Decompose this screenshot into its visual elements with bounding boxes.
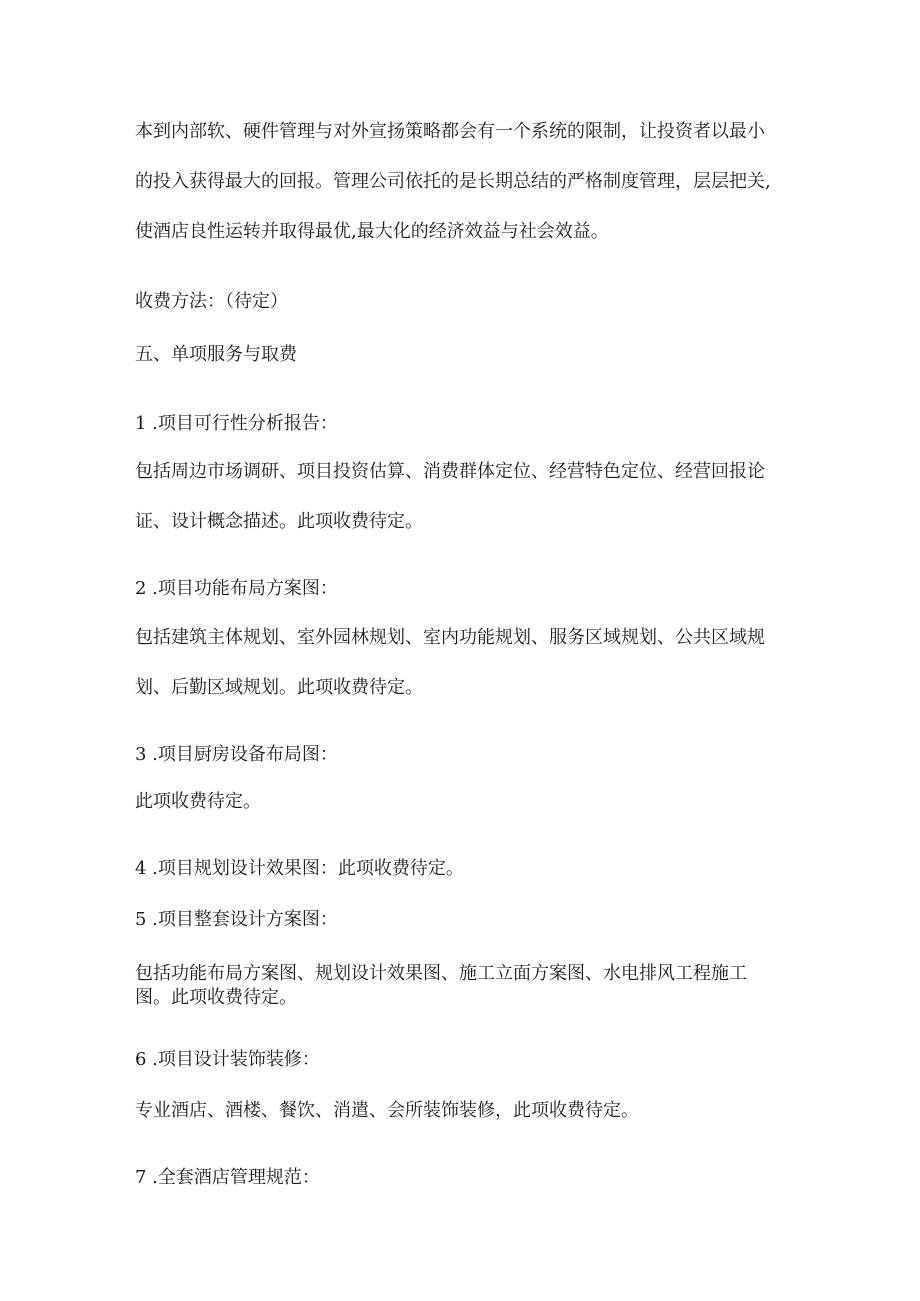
item-heading-7: 7 .全套酒店管理规范： [135, 1167, 320, 1188]
item-heading-2: 2 .项目功能布局方案图： [135, 578, 338, 599]
item-heading-5: 5 .项目整套设计方案图： [135, 909, 338, 930]
item-body-line: 划、后勤区域规划。此项收费待定。 [135, 677, 423, 698]
paragraph-line: 使酒店良性运转并取得最优,最大化的经济效益与社会效益。 [135, 221, 609, 242]
item-heading-3: 3 .项目厨房设备布局图： [135, 744, 338, 765]
item-body-line: 专业酒店、酒楼、餐饮、消遣、会所装饰装修，此项收费待定。 [135, 1100, 639, 1121]
fee-method-line: 收费方法：（待定） [135, 291, 288, 312]
item-body-line: 包括建筑主体规划、室外园林规划、室内功能规划、服务区域规划、公共区域规 [135, 627, 765, 648]
section-heading: 五、单项服务与取费 [135, 344, 297, 365]
item-body-line: 图。此项收费待定。 [135, 987, 297, 1008]
item-body-line: 证、设计概念描述。此项收费待定。 [135, 511, 423, 532]
paragraph-line: 的投入获得最大的回报。管理公司依托的是长期总结的严格制度管理，层层把关, [135, 171, 771, 192]
item-heading-1: 1 .项目可行性分析报告： [135, 413, 338, 434]
item-body-line: 包括功能布局方案图、规划设计效果图、施工立面方案图、水电排风工程施工 [135, 963, 747, 984]
item-body-line: 此项收费待定。 [135, 791, 261, 812]
item-heading-4: 4 .项目规划设计效果图：此项收费待定。 [135, 858, 464, 879]
item-heading-6: 6 .项目设计装饰装修： [135, 1049, 320, 1070]
item-body-line: 包括周边市场调研、项目投资估算、消费群体定位、经营特色定位、经营回报论 [135, 461, 765, 482]
paragraph-line: 本到内部软、硬件管理与对外宣扬策略都会有一个系统的限制，让投资者以最小 [135, 121, 765, 142]
